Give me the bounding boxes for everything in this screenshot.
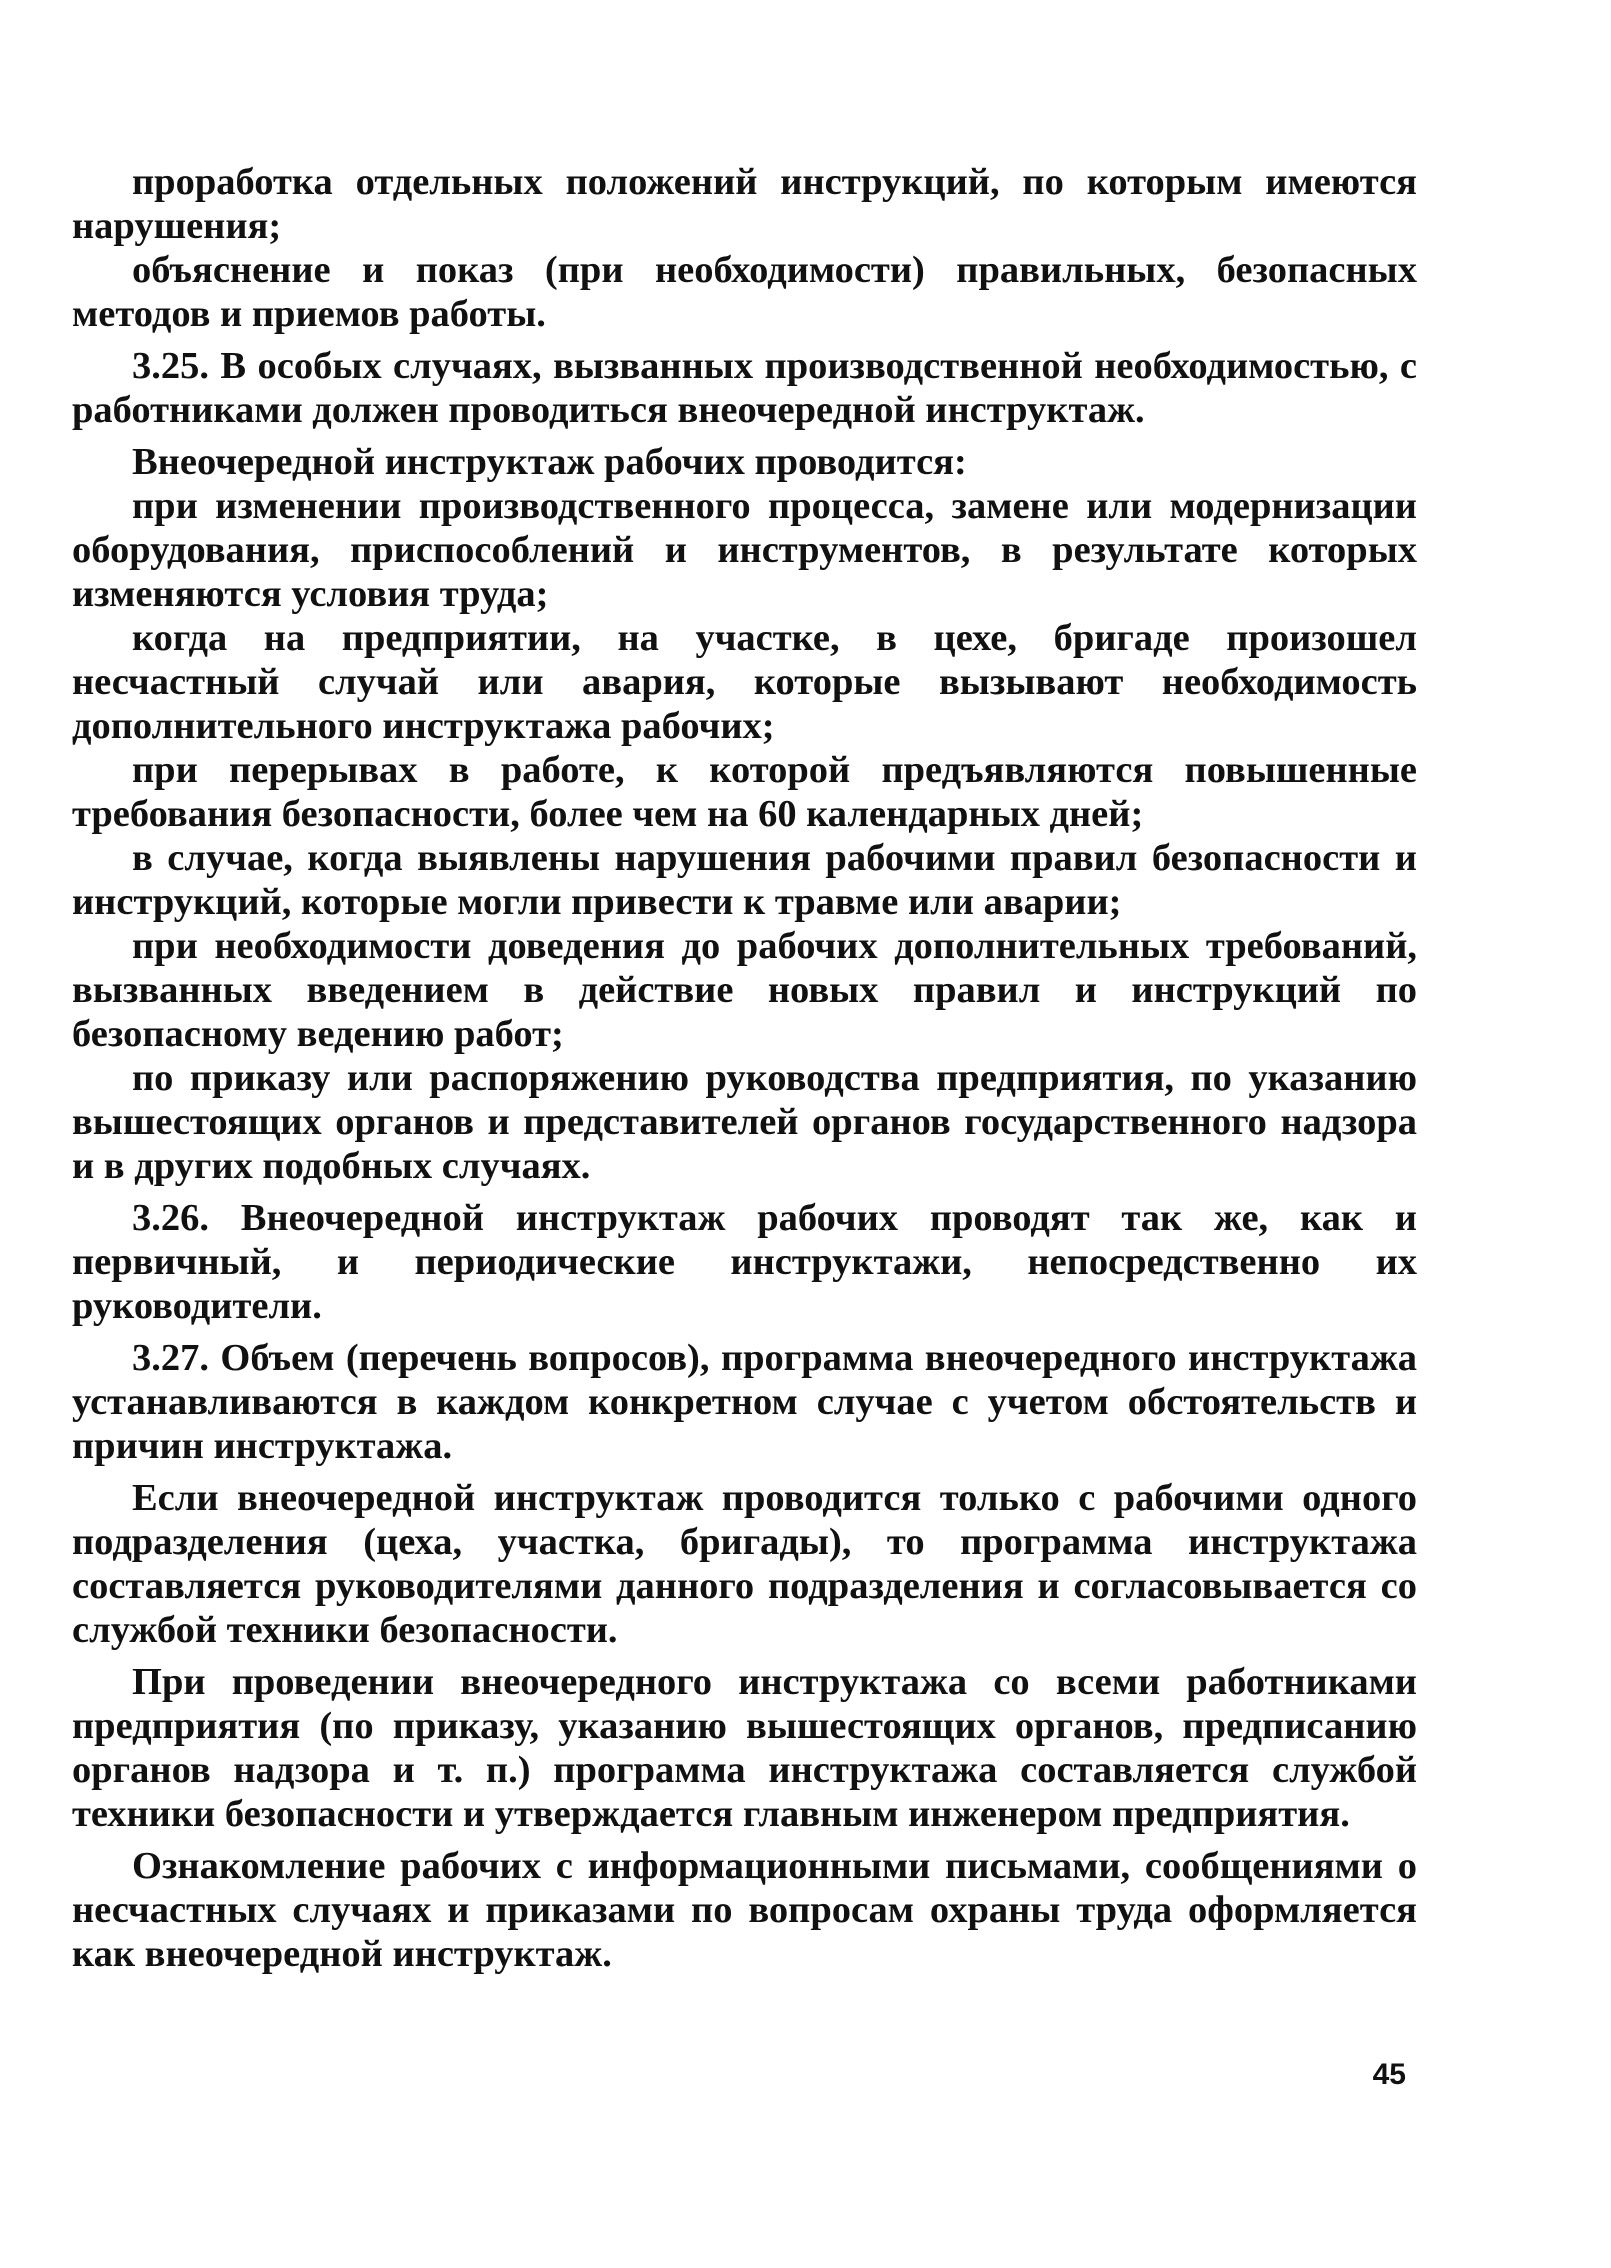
paragraph-5: при изменении производственного процесса, замене или модернизации оборудования, приспособлений и инструментов, в результате которых изменяются условия труда;	[72, 485, 1417, 615]
paragraph-6: когда на предприятии, на участке, в цехе, бригаде произошел несчастный случай или авария, которые вызывают необходимость дополнительного инструктажа рабочих;	[72, 617, 1417, 747]
paragraph-9: при необходимости доведения до рабочих дополнительных требований, вызванных введением в действие новых правил и инструкций по безопасному ведению работ;	[72, 925, 1417, 1055]
paragraph-3: 3.25. В особых случаях, вызванных производственной необходимостью, с работниками должен проводиться внеочередной инструктаж.	[72, 345, 1417, 431]
paragraph-13: Если внеочередной инструктаж проводится только с рабочими одного подразделения (цеха, участка, бригады), то программа инструктажа составляется руководителями данного подразделения и согласовывается со службой техники безопасности.	[72, 1477, 1417, 1651]
paragraph-14: При проведении внеочередного инструктажа со всеми работниками предприятия (по приказу, указанию вышестоящих органов, предписанию органов надзора и т. п.) программа инструктажа составляется службой техники безопасности и утверждается главным инженером предприятия.	[72, 1661, 1417, 1835]
paragraph-4: Внеочередной инструктаж рабочих проводится:	[132, 441, 967, 483]
paragraph-15: Ознакомление рабочих с информационными письмами, сообщениями о несчастных случаях и приказами по вопросам охраны труда оформляется как внеочередной инструктаж.	[72, 1845, 1417, 1975]
paragraph-11: 3.26. Внеочередной инструктаж рабочих проводят так же, как и первичный, и периодические инструктажи, непосредственно их руководители.	[72, 1197, 1417, 1327]
page-number: 45	[1372, 2058, 1406, 2091]
paragraph-10: по приказу или распоряжению руководства предприятия, по указанию вышестоящих органов и представителей органов государственного надзора и в других подобных случаях.	[72, 1057, 1417, 1187]
paragraph-7: при перерывах в работе, к которой предъявляются повышенные требования безопасности, более чем на 60 календарных дней;	[72, 749, 1417, 835]
paragraph-1: проработка отдельных положений инструкций, по которым имеются нарушения;	[72, 161, 1417, 247]
paragraph-2: объяснение и показ (при необходимости) правильных, безопасных методов и приемов работы.	[72, 249, 1417, 335]
paragraph-12: 3.27. Объем (перечень вопросов), программа внеочередного инструктажа устанавливаются в каждом конкретном случае с учетом обстоятельств и причин инструктажа.	[72, 1337, 1417, 1467]
document-body	[72, 160, 1417, 1976]
paragraph-8: в случае, когда выявлены нарушения рабочими правил безопасности и инструкций, которые могли привести к травме или аварии;	[72, 837, 1417, 923]
